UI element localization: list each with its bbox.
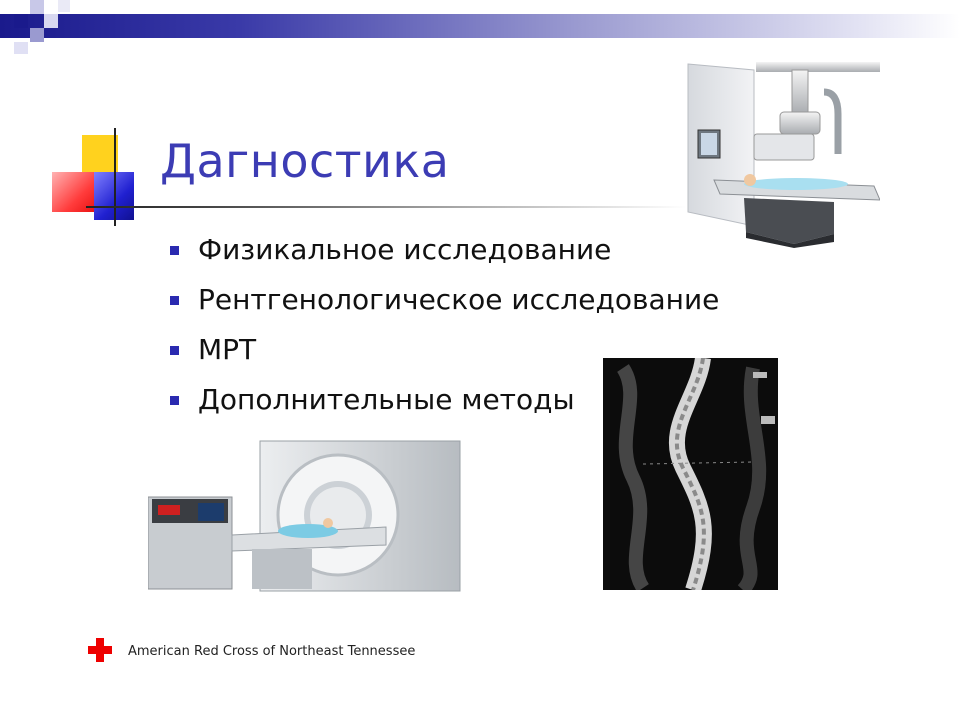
bullet-item: [170, 278, 719, 328]
bullet-text: Дополнительные методы: [198, 383, 575, 416]
bullet-square-icon: [170, 396, 179, 405]
corner-squares-decoration: [0, 0, 90, 60]
ct-scanner-image: [148, 435, 464, 595]
bullet-square-icon: [170, 246, 179, 255]
bullet-text: Рентгенологическое исследование: [198, 283, 720, 316]
spine-xray-image: [603, 358, 778, 590]
xray-room-image: [684, 62, 880, 248]
bullet-item: [170, 228, 719, 278]
bullet-text: МРТ: [198, 333, 257, 366]
bullet-square-icon: [170, 346, 179, 355]
bullet-text: Физикальное исследование: [198, 233, 612, 266]
bullet-square-icon: [170, 296, 179, 305]
red-cross-icon: [88, 638, 112, 662]
footer-text: American Red Cross of Northeast Tennessee: [128, 644, 416, 659]
top-gradient-bar: [0, 14, 960, 38]
slide-title: Дагностика: [160, 134, 450, 188]
